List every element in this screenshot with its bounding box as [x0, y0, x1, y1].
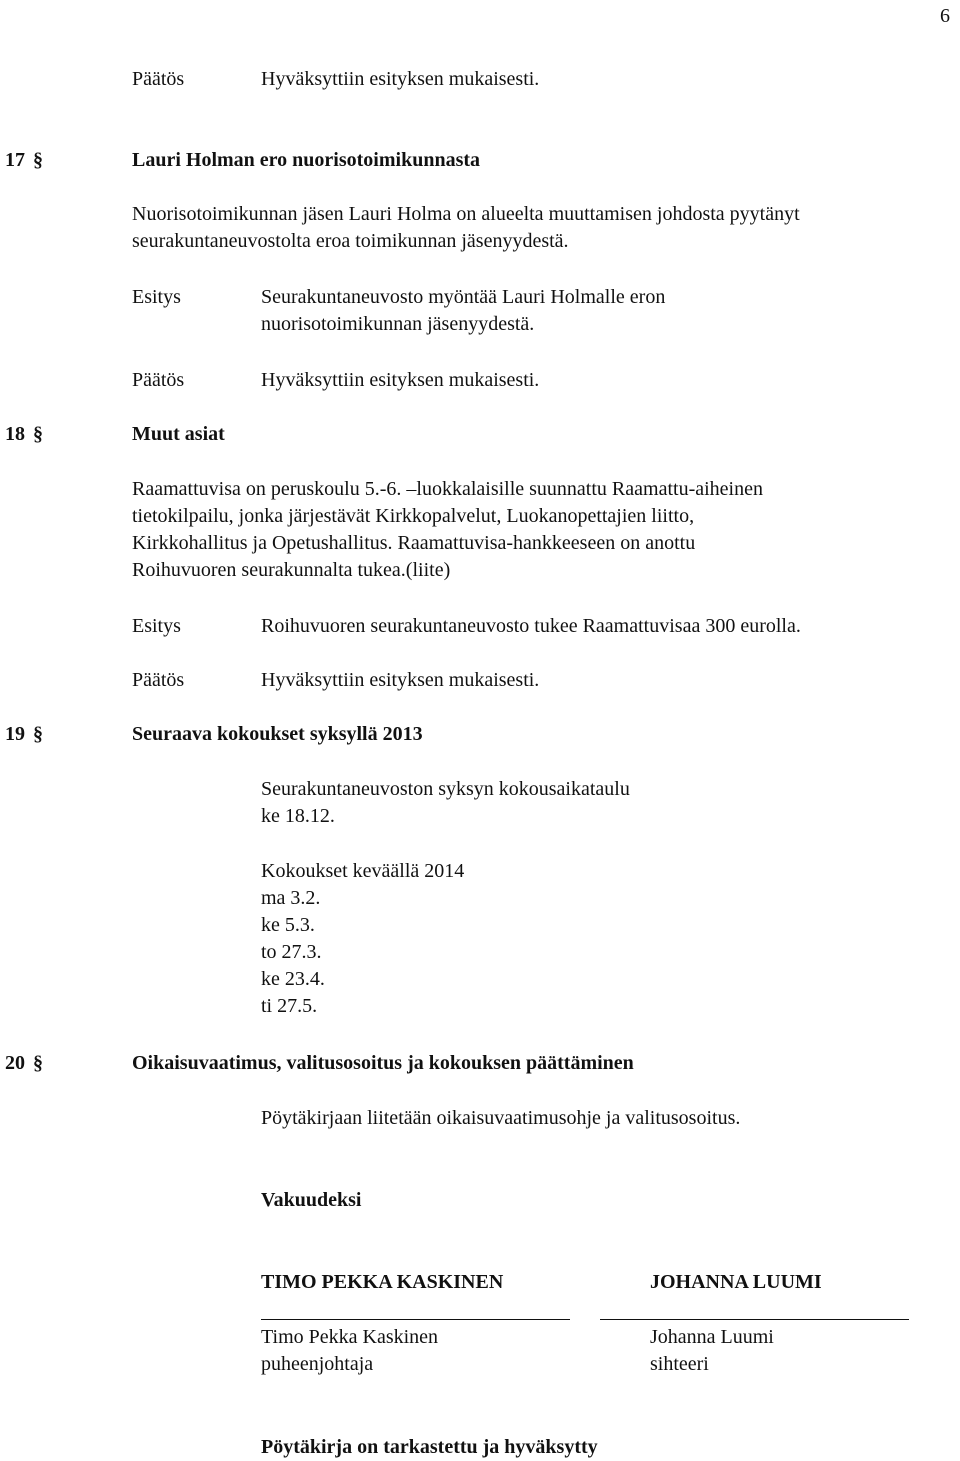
signature-right-block [650, 1324, 774, 1378]
section-symbol-icon: § [33, 149, 43, 171]
s20-number: 20 [5, 1052, 25, 1074]
s18-title: Muut asiat [132, 423, 225, 445]
s18-paatos-text: Hyväksyttiin esityksen mukaisesti. [261, 669, 540, 691]
s17-esitys-line: Seurakuntaneuvosto myöntää Lauri Holmalle eron [261, 286, 666, 308]
s18-esitys-text: Roihuvuoren seurakuntaneuvosto tukee Raamattuvisaa 300 eurolla. [261, 615, 801, 637]
signature-left-block [261, 1324, 438, 1378]
section-symbol-icon: § [33, 723, 43, 745]
s19-spring-date: ti 27.5. [261, 995, 318, 1017]
s18-body-line: Raamattuvisa on peruskoulu 5.-6. –luokkalaisille suunnattu Raamattu-aiheinen [132, 478, 763, 500]
signature-right-line [600, 1319, 909, 1320]
s18-number: 18 [5, 423, 25, 445]
s18-body-line: Roihuvuoren seurakunnalta tukea.(liite) [132, 559, 451, 581]
s19-spring-heading: Kokoukset keväällä 2014 [261, 860, 465, 882]
s19-spring-date: to 27.3. [261, 941, 322, 963]
s17-title: Lauri Holman ero nuorisotoimikunnasta [132, 149, 481, 171]
signature-right-name: Johanna Luumi [650, 1326, 774, 1348]
s17-esitys-text [261, 284, 665, 338]
signature-left-role: puheenjohtaja [261, 1353, 374, 1375]
signature-left-name: Timo Pekka Kaskinen [261, 1326, 439, 1348]
signature-left-line [261, 1319, 570, 1320]
s19-spring-schedule [261, 858, 464, 1020]
s17-number: 17 [5, 149, 25, 171]
s19-number: 19 [5, 723, 25, 745]
s19-autumn-schedule [261, 776, 630, 830]
s17-esitys-label: Esitys [132, 286, 181, 308]
s17-esitys-line: nuorisotoimikunnan jäsenyydestä. [261, 313, 535, 335]
s17-paatos-text: Hyväksyttiin esityksen mukaisesti. [261, 369, 540, 391]
s18-body [132, 476, 763, 584]
s17-body-line: seurakuntaneuvostolta eroa toimikunnan jäsenyydestä. [132, 230, 569, 252]
signature-right-role: sihteeri [650, 1353, 709, 1375]
s20-title: Oikaisuvaatimus, valitusosoitus ja kokouksen päättäminen [132, 1052, 634, 1074]
s20-body: Pöytäkirjaan liitetään oikaisuvaatimusohje ja valitusosoitus. [261, 1107, 741, 1129]
s18-body-line: Kirkkohallitus ja Opetushallitus. Raamattuvisa-hankkeeseen on anottu [132, 532, 696, 554]
section-symbol-icon: § [33, 423, 43, 445]
s17-paatos-label: Päätös [132, 369, 185, 391]
section-symbol-icon: § [33, 1052, 43, 1074]
s19-autumn-heading: Seurakuntaneuvoston syksyn kokousaikataulu [261, 778, 630, 800]
s17-body [132, 201, 800, 255]
page-number: 6 [940, 5, 950, 27]
s16-paatos-label: Päätös [132, 68, 185, 90]
s18-paatos-label: Päätös [132, 669, 185, 691]
s18-esitys-label: Esitys [132, 615, 181, 637]
footer-heading: Pöytäkirja on tarkastettu ja hyväksytty [261, 1436, 598, 1458]
s19-spring-date: ke 23.4. [261, 968, 325, 990]
signatures-heading: Vakuudeksi [261, 1189, 362, 1211]
s18-body-line: tietokilpailu, jonka järjestävät Kirkkopalvelut, Luokanopettajien liitto, [132, 505, 695, 527]
s17-body-line: Nuorisotoimikunnan jäsen Lauri Holma on alueelta muuttamisen johdosta pyytänyt [132, 203, 800, 225]
s19-spring-date: ma 3.2. [261, 887, 321, 909]
s19-spring-date: ke 5.3. [261, 914, 315, 936]
s16-paatos-text: Hyväksyttiin esityksen mukaisesti. [261, 68, 540, 90]
signature-left-name-caps: TIMO PEKKA KASKINEN [261, 1271, 504, 1293]
s19-autumn-date: ke 18.12. [261, 805, 335, 827]
s19-title: Seuraava kokoukset syksyllä 2013 [132, 723, 423, 745]
signature-right-name-caps: JOHANNA LUUMI [650, 1271, 822, 1293]
